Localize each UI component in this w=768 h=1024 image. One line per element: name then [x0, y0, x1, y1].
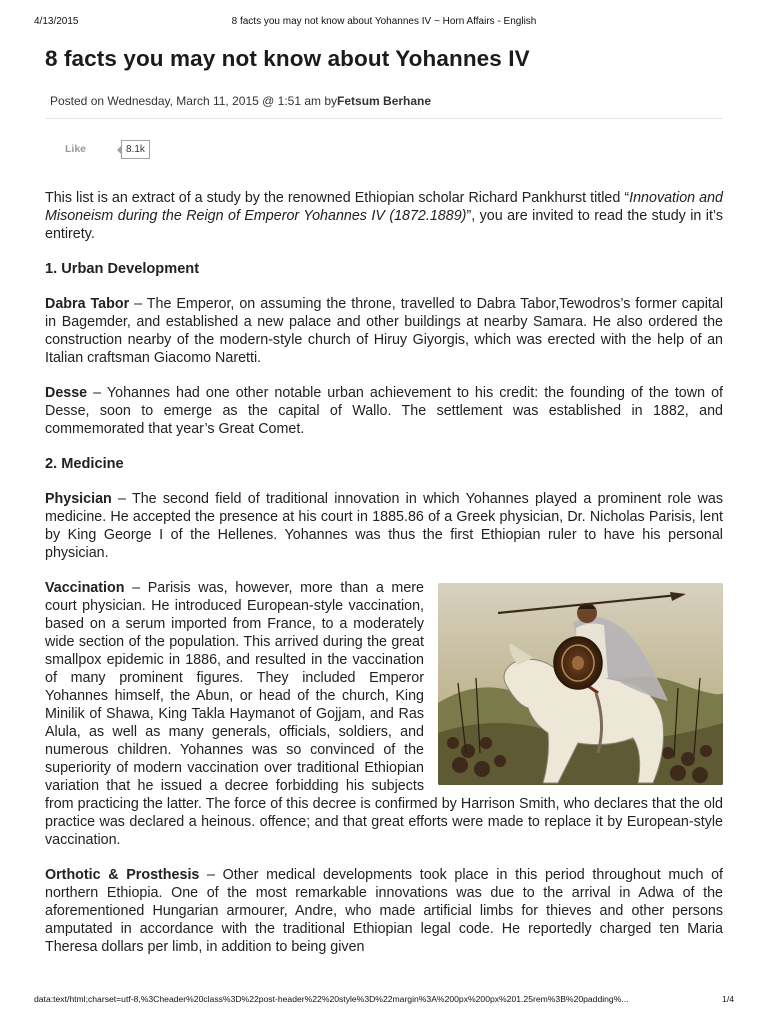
- paragraph-vaccination: Vaccination – Parisis was, however, more than a mere court physician. He introduced European-style vaccination, based on a serum imported from France, to a moderately wide section of the population. This arrived during the great smallpox epidemic in 1886, and resulted in the vaccination of many prominent figures. They included Emperor Yohannes himself, the Abun, or head of the church, King Minilik of Shawa, King Takla Haymanot of Gojjam, and Ras Alula, as well as many generals, officials, soldiers, and numerous children. Yohannes was so convinced of the superiority of modern vaccination over traditional Ethiopian variation that he issued a decree forbidding his subjects from practicing the latter. The force of this decree is confirmed by Harrison Smith, who declares that the old practice was declared a heinous. offence; and that great efforts were made to replace it by European-style vaccination.: [45, 580, 723, 848]
- article-body: [45, 189, 723, 956]
- page-number: 1/4: [722, 994, 734, 1004]
- intro-paragraph: This list is an extract of a study by the renowned Ethiopian scholar Richard Pankhurst titled “Innovation and Misoneism during the Reign of Emperor Yohannes IV (1872.1889)”, you are invited to read the study in it’s entirety.: [45, 190, 723, 242]
- posted-on-text: Posted on Wednesday, March 11, 2015 @ 1:51 am by: [50, 94, 338, 108]
- study-title: Innovation and Misoneism during the Reign of Emperor Yohannes IV (1872.1889): [45, 190, 723, 224]
- page-title: 8 facts you may not know about Yohannes IV: [45, 46, 530, 71]
- paragraph-orthotic: Orthotic & Prosthesis – Other medical developments took place in this period throughout much of northern Ethiopia. One of the most remarkable innovations was due to the arrival in Adwa of the aforementioned Hungarian armourer, Andre, who made artificial limbs for thieves and other persons amputated in accordance with the traditional Ethiopian legal code. He reportedly charged ten Maria Theresa dollars per limb, in addition to being given: [45, 867, 723, 955]
- author-link[interactable]: Fetsum Berhane: [337, 94, 432, 108]
- like-count-badge: 8.1k: [121, 140, 150, 159]
- print-header: [34, 16, 734, 30]
- paragraph-dabra-tabor: Dabra Tabor – The Emperor, on assuming the throne, travelled to Dabra Tabor,Tewodros’s former capital in Bagemder, and established a new palace and other buildings at nearby Samara. He also ordered the construction nearby of the modern-style church of Hiruy Giyorgis, which was erected with the help of an Italian craftsman Giacomo Naretti.: [45, 296, 724, 366]
- emperor-painting-image: [438, 583, 723, 785]
- paragraph-desse: Desse – Yohannes had one other notable urban achievement to his credit: the founding of the town of Desse, soon to emerge as the capital of Wallo. The settlement was established in 1882, and commemorated that year’s Great Comet.: [45, 385, 723, 437]
- section-heading-urban: 1. Urban Development: [45, 261, 200, 277]
- print-document-title: 8 facts you may not know about Yohannes IV ~ Horn Affairs - English: [231, 16, 537, 27]
- emperor-on-horse-illustration: [438, 583, 723, 785]
- print-date: 4/13/2015: [34, 16, 79, 27]
- print-footer: [34, 994, 734, 1008]
- article: [45, 44, 723, 973]
- social-like-row: [65, 140, 723, 160]
- section-heading-medicine: 2. Medicine: [45, 456, 124, 472]
- post-meta: [45, 92, 723, 119]
- print-source-url: data:text/html;charset=utf-8,%3Cheader%20class%3D%22post-header%22%20style%3D%22margin%3A%200px%200px%201.25rem%3B%20padding%...: [34, 994, 629, 1004]
- like-button[interactable]: Like: [65, 143, 87, 155]
- paragraph-physician: Physician – The second field of traditional innovation in which Yohannes played a prominent role was medicine. He accepted the presence at his court in 1885.86 of a Greek physician, Dr. Nicholas Parisis, lent by King George I of the Hellenes. Yohannes was thus the first Ethiopian ruler to have his personal physician.: [45, 491, 723, 561]
